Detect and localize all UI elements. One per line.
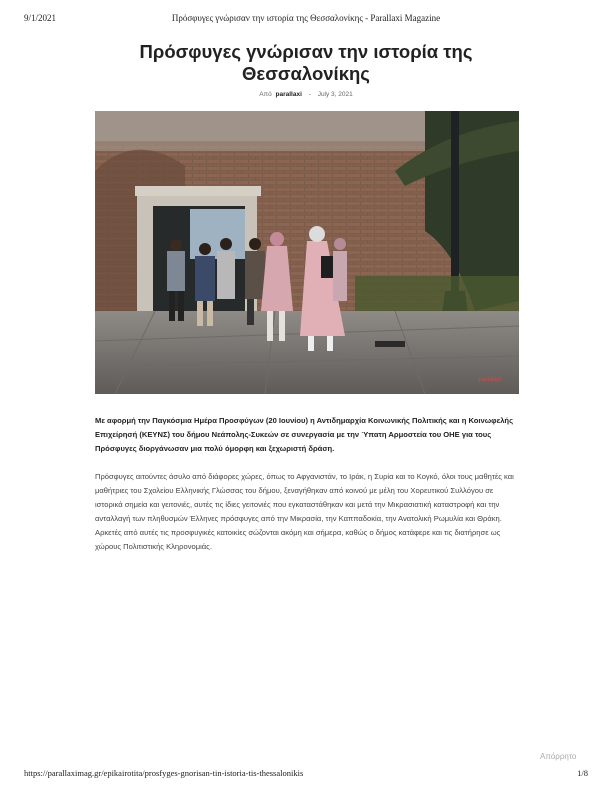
publish-date: July 3, 2021 xyxy=(317,91,353,98)
print-url: https://parallaximag.gr/epikairotita/prosfyges-gnorisan-tin-istoria-tis-thessalonikis xyxy=(24,768,304,778)
byline-prefix: Από xyxy=(259,91,272,98)
byline xyxy=(0,91,612,98)
hero-image xyxy=(95,111,519,394)
print-document-title: Πρόσφυγες γνώρισαν την ιστορία της Θεσσαλονίκης - Parallaxi Magazine xyxy=(171,13,441,23)
privacy-button[interactable]: Απόρρητο xyxy=(540,752,577,761)
byline-separator: - xyxy=(308,91,311,98)
hero-photo-illustration xyxy=(95,111,519,394)
article-lead: Με αφορμή την Παγκόσμια Ημέρα Προσφύγων (20 Ιουνίου) η Αντιδημαρχία Κοινωνικής Πολιτικής και η Κοινωφελής Επιχείρησή (ΚΕΥΝΣ) του δήμου Νεάπολης-Συκεών σε συνεργασία με την Ύπατη Αρμοστεία του ΟΗΕ για τους Πρόσφυγες διοργάνωσαν μια πολύ όμορφη και ξεχωριστή δράση. xyxy=(95,416,514,453)
print-date: 9/1/2021 xyxy=(24,13,57,23)
article-body: Πρόσφυγες αιτούντες άσυλο από διάφορες χώρες, όπως το Αφγανιστάν, το Ιράκ, η Συρία και το Κογκό, όλοι τους μαθητές και μαθήτριες του Σχολείου Ελληνικής Γλώσσας του δήμου, ξεναγήθηκαν από κοινού με μέλη του Χορευτικού Συλλόγου σε ιστορικά σημεία και γειτονιές, αυτές τις ίδιες γειτονιές που εγκαταστάθηκαν και μετά την Μικρασιατική καταστροφή και την ανταλλαγή των πληθυσμών Έλληνες πρόσφυγες από την Μικρασία, την Καππαδοκία, την Ανατολική Ρωμυλία και Θράκη. Αρκετές από αυτές τις προσφυγικές κατοικίες σώζονται ακόμη και σήμερα, καθώς ο δήμος κατάφερε και τις διατήρησε ως χώρους Πολιτιστικής Κληρονομιάς. xyxy=(95,472,514,551)
article-title: Πρόσφυγες γνώρισαν την ιστορία της Θεσσαλονίκης xyxy=(139,41,473,84)
author-link[interactable]: parallaxi xyxy=(275,91,302,98)
image-watermark: parallaxi xyxy=(478,377,502,383)
page-number: 1/8 xyxy=(577,768,588,778)
